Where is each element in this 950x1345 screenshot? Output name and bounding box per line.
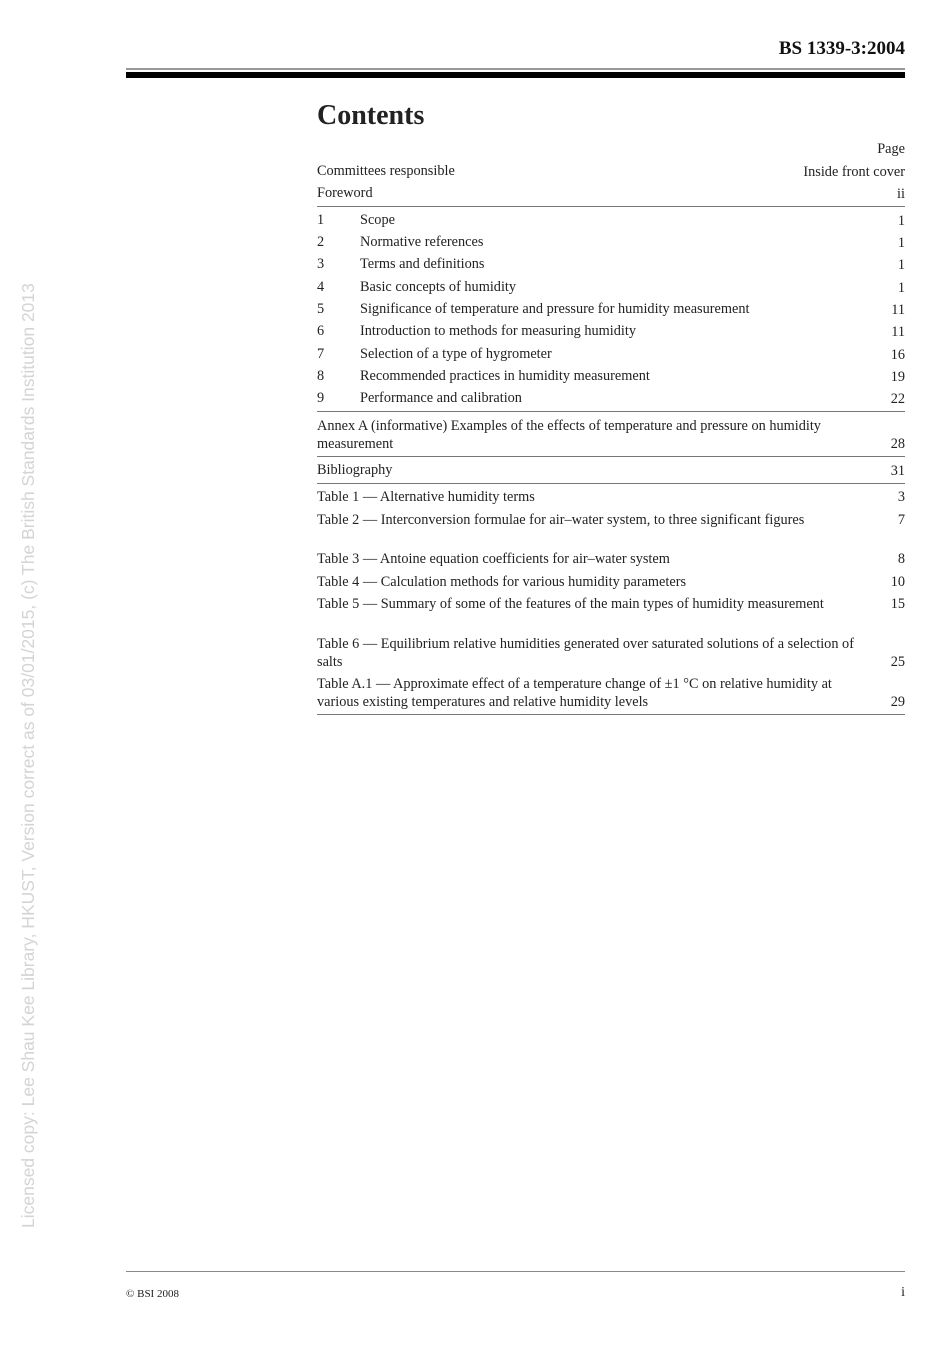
page-column-label: [317, 140, 905, 158]
clause-number: 2: [317, 234, 325, 250]
entry-text: Committees responsible: [317, 163, 455, 179]
clause-number: 3: [317, 256, 325, 272]
toc-bibliography[interactable]: [317, 462, 905, 480]
toc-clause[interactable]: [317, 368, 905, 386]
clause-title: Terms and definitions: [360, 256, 485, 272]
entry-page: 7: [897, 512, 905, 528]
entry-text: Foreword: [317, 185, 373, 201]
toc-clause[interactable]: [317, 256, 905, 274]
entry-text: Table 1 — Alternative humidity terms: [317, 489, 535, 505]
entry-page: 8: [897, 551, 905, 567]
entry-page: 19: [890, 368, 905, 385]
toc-table[interactable]: [317, 512, 905, 530]
clause-title: Basic concepts of humidity: [360, 279, 517, 295]
page-title: Contents: [317, 100, 425, 131]
standard-number: BS 1339-3:2004: [778, 38, 905, 59]
toc-table[interactable]: [317, 676, 905, 711]
toc-table[interactable]: [317, 574, 905, 592]
clause-number: 4: [317, 279, 325, 295]
footer-rule: [126, 1271, 905, 1272]
clause-number: 8: [317, 368, 325, 384]
page-label: Page: [877, 140, 905, 157]
entry-page: 1: [897, 279, 905, 296]
clause-number: 5: [317, 301, 325, 317]
toc-clause[interactable]: [317, 390, 905, 408]
entry-page: 16: [890, 346, 905, 363]
entry-page: ii: [897, 185, 905, 202]
clause-title: Performance and calibration: [360, 390, 522, 406]
page-number: i: [901, 1285, 905, 1300]
entry-text: Bibliography: [317, 462, 393, 478]
toc-clause[interactable]: [317, 212, 905, 230]
entry-page: 10: [890, 574, 905, 590]
copyright: © BSI 2008: [126, 1288, 179, 1300]
toc-entry[interactable]: [317, 185, 905, 203]
toc-clause[interactable]: [317, 346, 905, 364]
entry-page: Inside front cover: [803, 163, 905, 180]
entry-text: Table 6 — Equilibrium relative humidities generated over saturated solutions of a selection of salts: [317, 636, 854, 670]
entry-page: 1: [897, 212, 905, 229]
clause-title: Significance of temperature and pressure for humidity measurement: [360, 301, 750, 317]
entry-page: 1: [897, 256, 905, 273]
toc-clause[interactable]: [317, 323, 905, 341]
divider: [317, 456, 905, 457]
divider: [317, 411, 905, 412]
entry-text: Table 2 — Interconversion formulae for air–water system, to three significant figures: [317, 512, 805, 528]
entry-page: 29: [890, 693, 905, 710]
toc-annex[interactable]: [317, 418, 905, 453]
clause-number: 9: [317, 390, 325, 406]
entry-text: Annex A (informative) Examples of the effects of temperature and pressure on humidity measurement: [317, 418, 821, 452]
clause-number: 6: [317, 323, 325, 339]
entry-page: 28: [890, 435, 905, 452]
entry-page: 25: [890, 653, 905, 670]
entry-page: 15: [890, 596, 905, 612]
toc-clause[interactable]: [317, 279, 905, 297]
clause-title: Normative references: [360, 234, 484, 250]
header-rule-thick: [126, 72, 905, 78]
clause-title: Selection of a type of hygrometer: [360, 346, 552, 362]
entry-page: 3: [897, 489, 905, 505]
entry-page: 22: [890, 390, 905, 407]
clause-title: Introduction to methods for measuring humidity: [360, 323, 636, 339]
entry-page: 1: [897, 234, 905, 251]
entry-page: 11: [891, 323, 905, 340]
toc-clause[interactable]: [317, 301, 905, 319]
toc-table[interactable]: [317, 596, 905, 614]
entry-text: Table 3 — Antoine equation coefficients for air–water system: [317, 551, 670, 567]
entry-text: Table 4 — Calculation methods for various humidity parameters: [317, 574, 687, 590]
license-watermark: Licensed copy: Lee Shau Kee Library, HKUST, Version correct as of 03/01/2015, (c) The British Standards Institution 2013: [18, 283, 38, 1228]
toc-table[interactable]: [317, 551, 905, 569]
entry-text: Table 5 — Summary of some of the features of the main types of humidity measurement: [317, 596, 824, 612]
clause-title: Scope: [360, 212, 395, 228]
toc-table[interactable]: [317, 489, 905, 507]
divider: [317, 483, 905, 484]
header-rule-thin: [126, 68, 905, 70]
toc-entry[interactable]: [317, 163, 905, 181]
clause-number: 1: [317, 212, 325, 228]
clause-number: 7: [317, 346, 325, 362]
divider: [317, 714, 905, 715]
toc-table[interactable]: [317, 636, 905, 671]
divider: [317, 206, 905, 207]
clause-title: Recommended practices in humidity measurement: [360, 368, 650, 384]
toc-clause[interactable]: [317, 234, 905, 252]
entry-page: 31: [890, 462, 905, 479]
entry-page: 11: [891, 301, 905, 318]
entry-text: Table A.1 — Approximate effect of a temperature change of ±1 °C on relative humidity at various existing temperatures and relative humidity levels: [317, 676, 832, 710]
